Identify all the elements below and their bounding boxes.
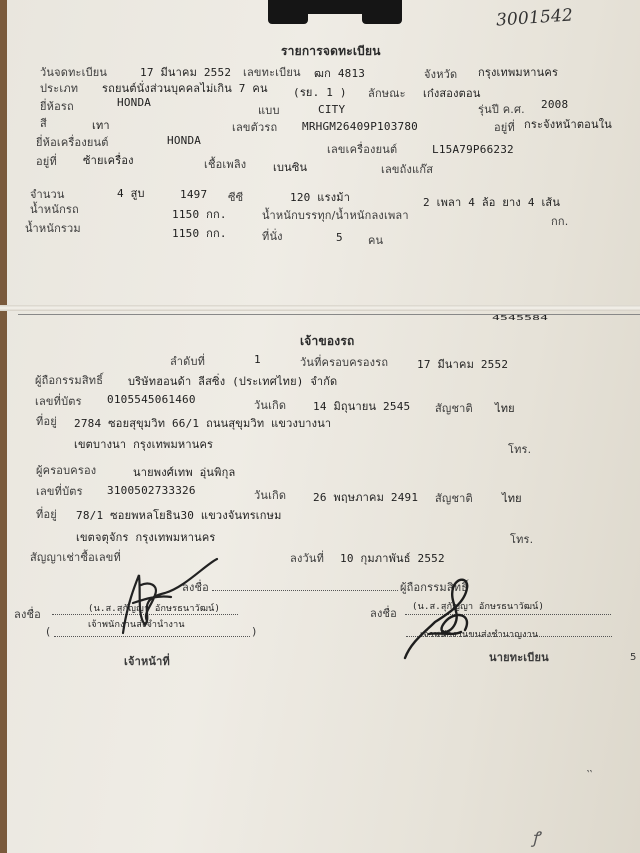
weight-value: 1150 กก. [172,208,227,221]
lease-date-label: ลงวันที่ [290,552,325,565]
owner-address-label: ที่อยู่ [36,415,57,428]
possessor-card-label: เลขที่บัตร [36,485,83,498]
reg-no-value: ฒก 4813 [314,67,366,80]
cylinders-value: 4 สูบ [117,187,145,200]
gas-tank-label: เลขถังแก๊ส [381,163,434,176]
reg-no-label: เลขทะเบียน [243,66,301,79]
color-label: สี [40,117,47,130]
year-value: 2008 [541,98,569,111]
chassis-value: MRHGM26409P103780 [302,120,418,133]
engine-no-label: เลขเครื่องยนต์ [327,143,398,156]
possess-date-label: วันที่ครอบครองรถ [300,356,389,369]
brand-value: HONDA [117,96,152,109]
owner-nation-value: ไทย [495,402,515,415]
model-label: แบบ [258,104,280,117]
possessor-nation-value: ไทย [502,492,522,505]
paren-close: ) [252,625,257,638]
fuel-value: เบนซิน [273,161,308,174]
registrar-signature [395,572,495,662]
possessor-birth-value: 26 พฤษภาคม 2491 [313,491,419,504]
registrar-role: เจ้าพนักงานขนส่งชำนาญงาน [420,630,539,640]
chassis-location-label: อยู่ที่ [494,121,515,134]
hp-value: 120 แรงม้า [290,191,351,204]
binder-clip-bar [300,0,370,14]
document-number: 3001542 [495,5,574,31]
smudge-mark: ꝭ [532,828,540,847]
type-label: ประเภท [40,82,79,95]
province-label: จังหวัด [424,68,458,81]
partial-number: 4545584 [492,314,549,323]
sign-line-top [212,590,398,591]
style-value: เก๋งสองตอน [423,87,481,100]
chassis-location-value: กระจังหน้าตอนใน [524,118,613,131]
owner-nation-label: สัญชาติ [435,402,473,415]
lease-date-value: 10 กุมภาพันธ์ 2552 [340,552,445,565]
count-label: จำนวน [30,188,65,201]
engine-location-value: ซ้ายเครื่อง [83,154,134,167]
right-holder-label: ผู้ถือกรรมสิทธิ์ [400,581,469,594]
brand-label: ยี่ห้อรถ [40,100,74,113]
reg-date-value: 17 มีนาคม 2552 [140,66,232,79]
owner-address-line2: เขตบางนา กรุงเทพมหานคร [74,438,214,451]
sign-label-officer: ลงชื่อ [14,608,41,621]
officer-role: เจ้าพนักงานส่งจำนำงาน [88,620,185,630]
owner-birth-value: 14 มิถุนายน 2545 [313,400,411,413]
seats-label: ที่นั่ง [262,230,283,243]
fuel-label: เชื้อเพลิง [204,158,247,171]
possessor-nation-label: สัญชาติ [435,492,473,505]
officer-signature [105,555,225,645]
weight-label: น้ำหนักรถ [30,203,79,216]
cc-label: ซีซี [228,191,244,204]
paper-fold [0,305,640,311]
style-label: ลักษณะ [368,87,406,100]
year-label: รุ่นปี ค.ศ. [478,103,525,116]
owner-value: บริษัทฮอนด้า ลีสซิ่ง (ประเทศไทย) จำกัด [128,375,338,388]
possessor-card-value: 3100502733326 [107,484,196,497]
owner-label: ผู้ถือกรรมสิทธิ์ [35,374,104,387]
province-value: กรุงเทพมหานคร [478,66,559,79]
possess-date-value: 17 มีนาคม 2552 [417,358,509,371]
order-value: 1 [254,353,261,366]
section-title-owner: เจ้าของรถ [300,334,355,348]
load-label: น้ำหนักบรรทุก/น้ำหนักลงเพลา [262,209,409,222]
possessor-label: ผู้ครอบครอง [36,464,97,477]
sign-label-top: ลงชื่อ [182,581,209,594]
owner-phone-label: โทร. [508,443,532,456]
owner-card-value: 0105545061460 [107,393,196,406]
type-code: (รย. 1 ) [293,86,347,99]
lease-label: สัญญาเช่าซื้อเลขที่ [30,551,121,564]
sign-label-registrar: ลงชื่อ [370,607,397,620]
possessor-address-label: ที่อยู่ [36,508,57,521]
chassis-label: เลขตัวรถ [232,121,278,134]
possessor-birth-label: วันเกิด [254,489,287,502]
officer-title: เจ้าหน้าที่ [124,655,170,668]
owner-birth-label: วันเกิด [254,399,287,412]
registrar-name: (น.ส.สุกัญญา อักษรธนาวัฒน์) [412,602,545,612]
model-value: CITY [318,103,346,116]
possessor-phone-label: โทร. [510,533,534,546]
owner-card-label: เลขที่บัตร [35,395,82,408]
axles-value: 2 เพลา 4 ล้อ ยาง 4 เส้น [423,196,561,209]
total-weight-value: 1150 กก. [172,227,227,240]
table-edge [0,0,7,853]
type-value: รถยนต์นั่งส่วนบุคคลไม่เกิน 7 คน [102,82,268,95]
engine-brand-label: ยี่ห้อเครื่องยนต์ [36,136,109,149]
possessor-address-line1: 78/1 ซอยพหลโยธิน30 แขวงจันทรเกษม [76,509,282,522]
possessor-value: นายพงศ์เทพ อุ่นพิกุล [133,466,236,479]
engine-brand-value: HONDA [167,134,202,147]
pen-mark: ‵‵ [586,768,592,782]
registrar-title: นายทะเบียน [489,651,549,664]
owner-address-line1: 2784 ซอยสุขุมวิท 66/1 ถนนสุขุมวิท แขวงบางนา [74,417,332,430]
engine-location-label: อยู่ที่ [36,155,57,168]
seats-value: 5 [336,231,343,244]
cc-value: 1497 [180,188,208,201]
order-label: ลำดับที่ [170,355,206,368]
officer-name: (น.ส.สุกัญญา อักษรธนาวัฒน์) [88,604,221,614]
reg-date-label: วันจดทะเบียน [40,66,108,79]
page-number: 5 [630,652,637,663]
seats-unit: คน [368,234,384,247]
engine-no-value: L15A79P66232 [432,143,514,156]
paren-open: ( [46,625,51,638]
color-value: เทา [92,119,110,132]
section-title-registration: รายการจดทะเบียน [281,44,381,58]
load-unit: กก. [551,215,569,228]
possessor-address-line2: เขตจตุจักร กรุงเทพมหานคร [76,531,216,544]
total-weight-label: น้ำหนักรวม [25,222,81,235]
